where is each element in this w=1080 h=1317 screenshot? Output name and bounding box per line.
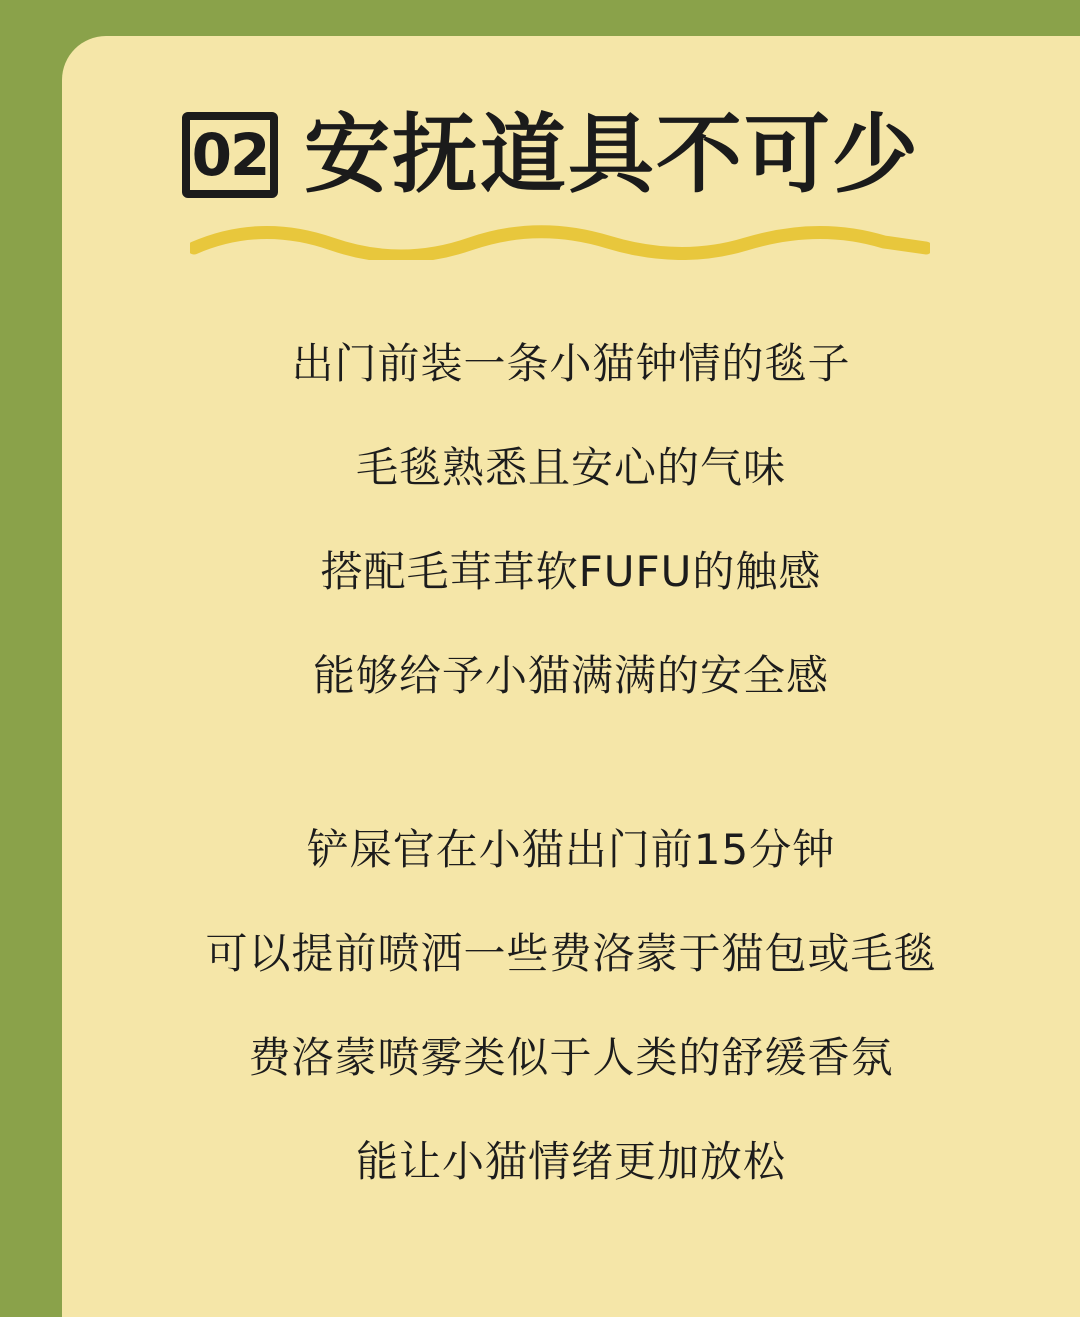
text-line: 出门前装一条小猫钟情的毯子 [291,339,851,388]
section-number: 02 [191,121,269,189]
body-text [62,339,1080,1186]
text-line: 可以提前喷洒一些费洛蒙于猫包或毛毯 [205,929,937,978]
wavy-underline-icon [190,224,930,260]
content-card [62,36,1080,1317]
text-line: 能够给予小猫满满的安全感 [312,651,829,700]
text-line: 毛毯熟悉且安心的气味 [355,443,786,492]
text-line: 能让小猫情绪更加放松 [355,1137,786,1186]
text-line: 铲屎官在小猫出门前15分钟 [306,825,836,874]
section-number-badge [182,112,278,198]
text-line: 搭配毛茸茸软FUFU的触感 [320,547,822,596]
section-header [62,105,1080,205]
page-title: 安抚道具不可少 [304,105,920,205]
text-line: 费洛蒙喷雾类似于人类的舒缓香氛 [248,1033,894,1082]
paragraph-spacer [62,759,1080,829]
